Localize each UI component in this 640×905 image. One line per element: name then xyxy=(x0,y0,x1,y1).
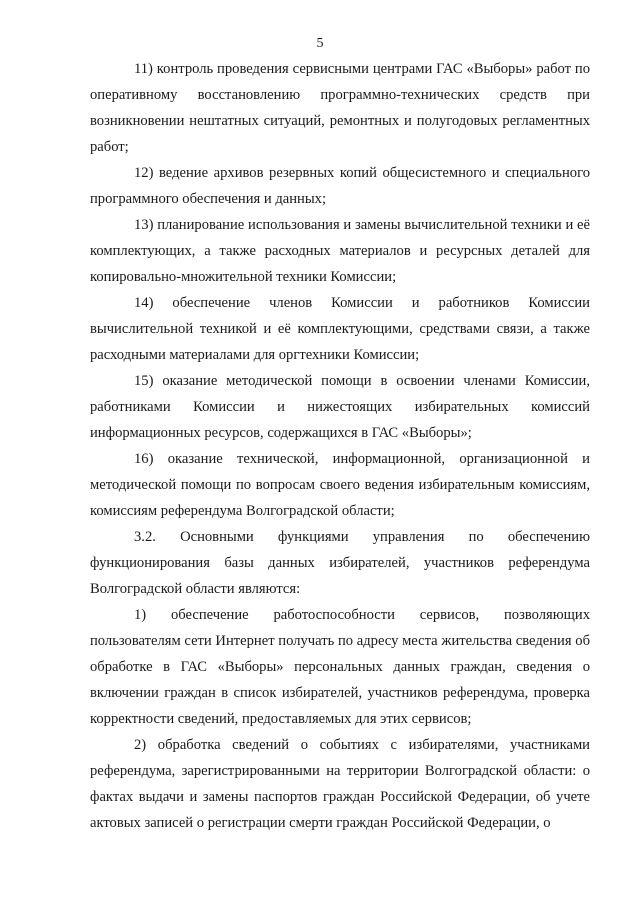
page-number: 5 xyxy=(316,36,324,51)
paragraph-section-3-2: 3.2. Основными функциями управления по обеспечению функционирования базы данных избирателей, участников референдума Волгоградской области являются: xyxy=(90,529,590,597)
paragraph-item-12: 12) ведение архивов резервных копий общесистемного и специального программного обеспечения и данных; xyxy=(90,165,590,207)
paragraph-item-14: 14) обеспечение членов Комиссии и работников Комиссии вычислительной техникой и её комплектующими, средствами связи, а также расходными материалами для оргтехники Комиссии; xyxy=(90,295,590,363)
document-body xyxy=(90,56,590,836)
paragraph-item-2: 2) обработка сведений о событиях с избирателями, участниками референдума, зарегистрированными на территории Волгоградской области: о фактах выдачи и замены паспортов граждан Российской Федерации, об учете актовых записей о регистрации смерти граждан Российской Федерации, о xyxy=(90,737,590,831)
paragraph-item-11: 11) контроль проведения сервисными центрами ГАС «Выборы» работ по оперативному восстановлению программно-технических средств при возникновении нештатных ситуаций, ремонтных и полугодовых регламентных работ; xyxy=(90,61,590,155)
paragraph-item-1: 1) обеспечение работоспособности сервисов, позволяющих пользователям сети Интернет получать по адресу места жительства сведения об обработке в ГАС «Выборы» персональных данных граждан, сведения о включении граждан в список избирателей, участников референдума, проверка корректности сведений, предоставляемых для этих сервисов; xyxy=(90,607,590,727)
paragraph-item-16: 16) оказание технической, информационной, организационной и методической помощи по вопросам своего ведения избирательным комиссиям, комиссиям референдума Волгоградской области; xyxy=(90,451,590,519)
paragraph-item-15: 15) оказание методической помощи в освоении членами Комиссии, работниками Комиссии и нижестоящих избирательных комиссий информационных ресурсов, содержащихся в ГАС «Выборы»; xyxy=(90,373,590,441)
paragraph-item-13: 13) планирование использования и замены вычислительной техники и её комплектующих, а также расходных материалов и ресурсных деталей для копировально-множительной техники Комиссии; xyxy=(90,217,590,285)
